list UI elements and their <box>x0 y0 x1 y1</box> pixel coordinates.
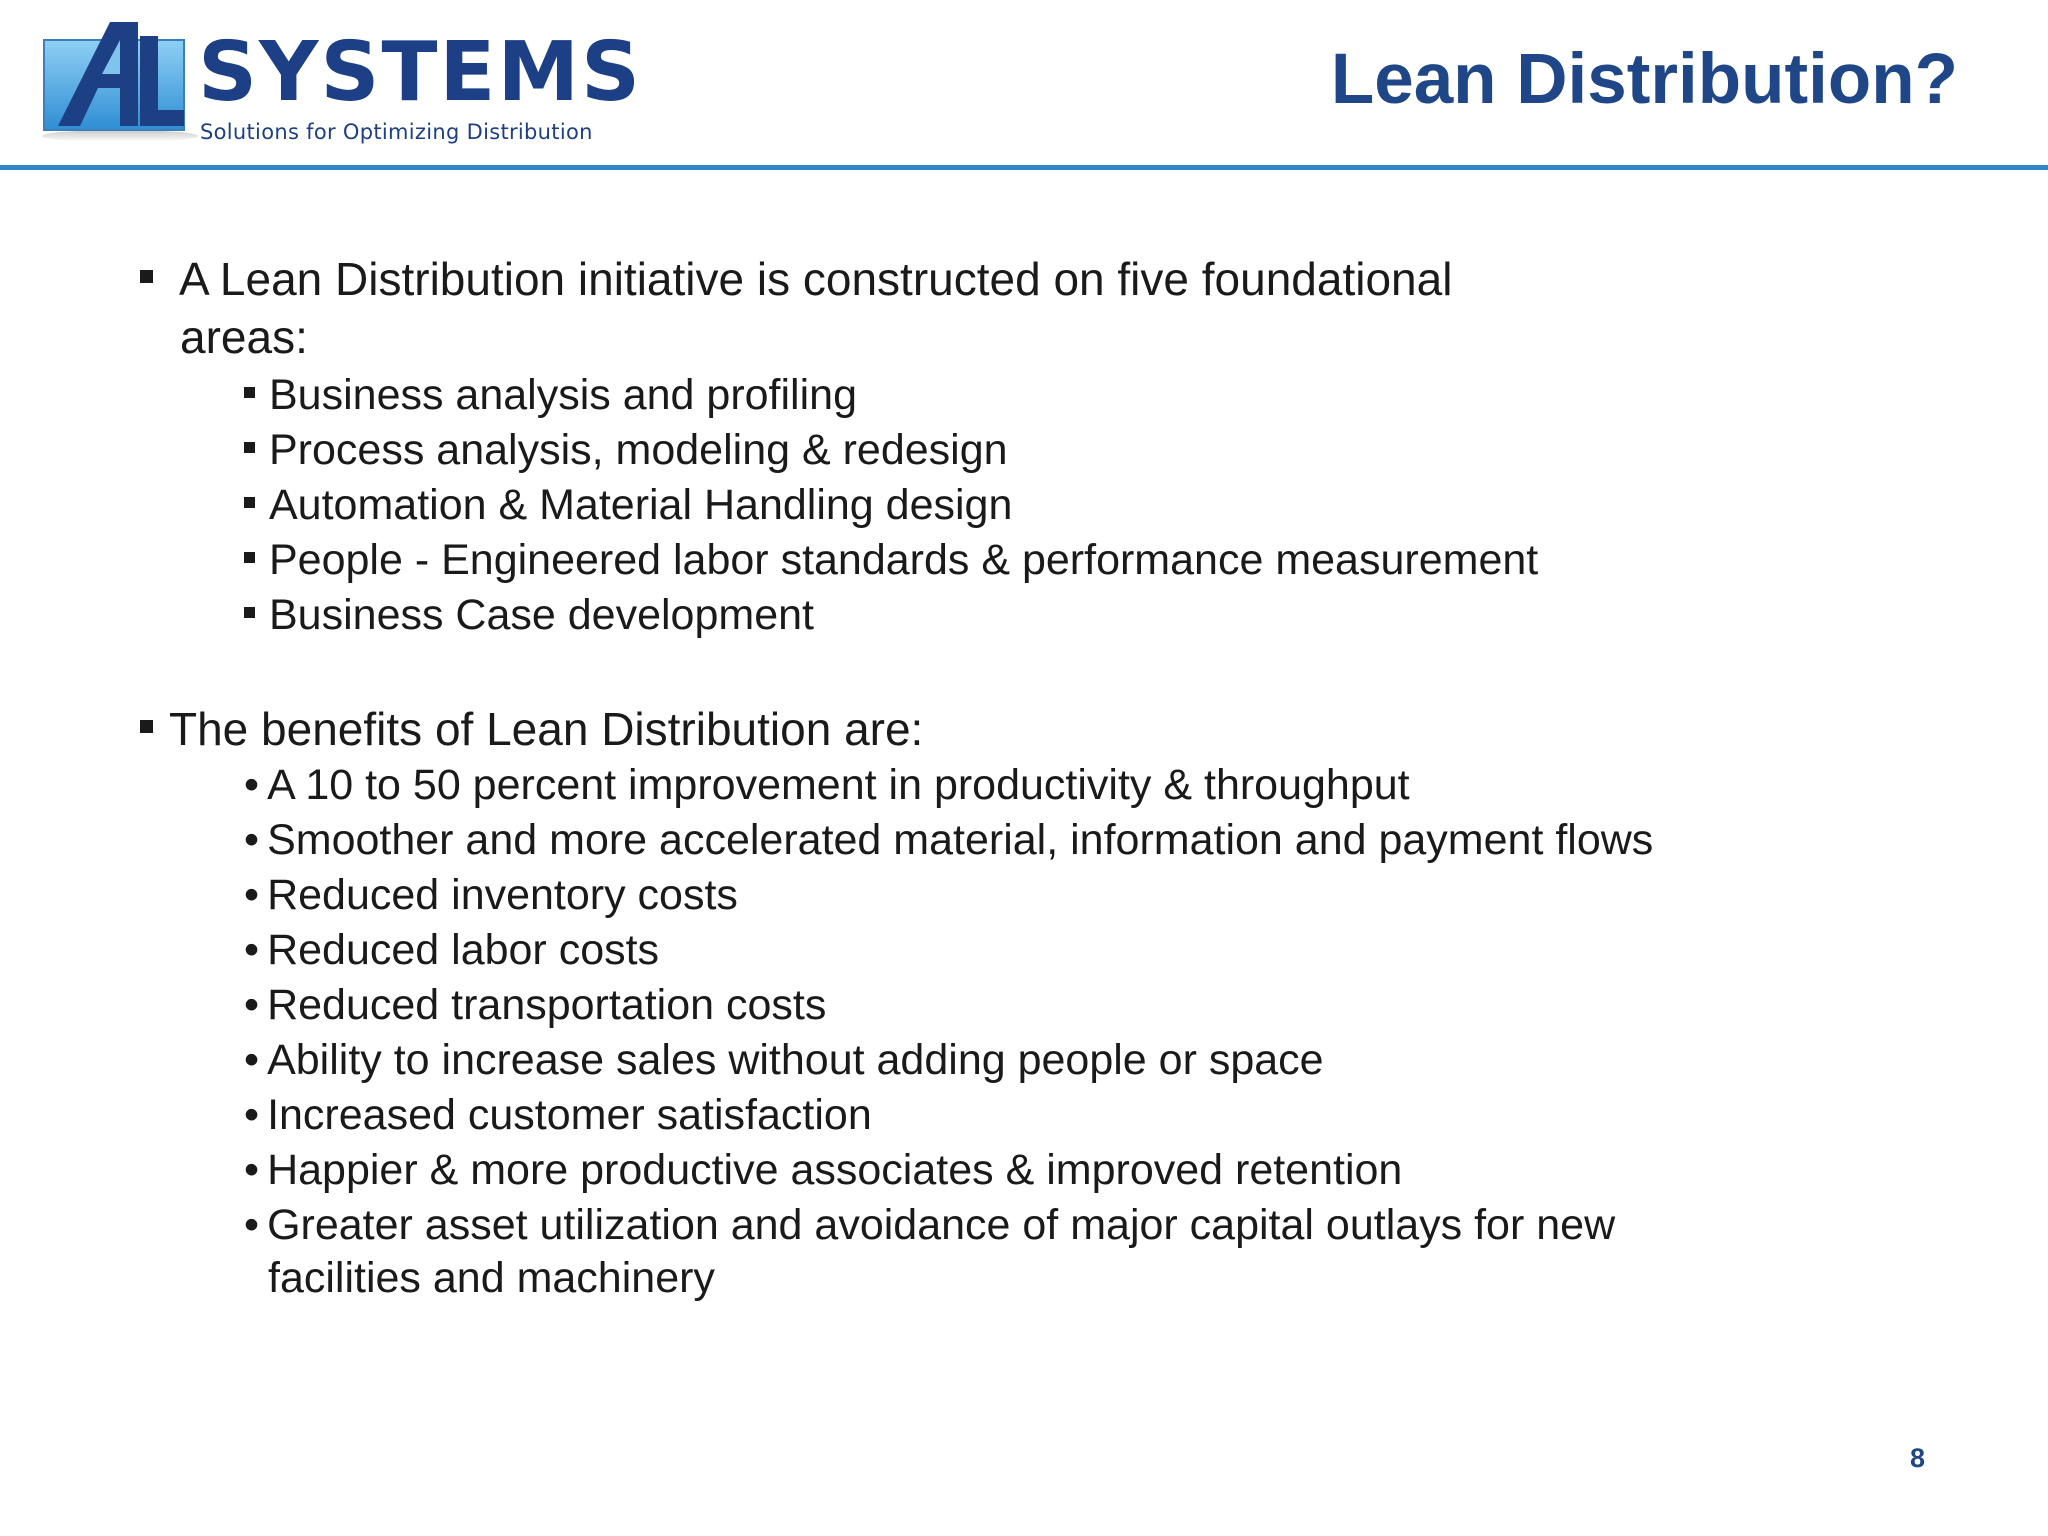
square-bullet-icon <box>244 552 255 563</box>
square-bullet-icon <box>244 497 255 508</box>
round-bullet-icon: • <box>244 1091 260 1139</box>
square-bullet-icon <box>244 442 255 453</box>
list-item-text: Increased customer satisfaction <box>267 1091 872 1139</box>
list-item <box>244 368 857 422</box>
list-item-continued: facilities and machinery <box>268 1254 715 1302</box>
list-item <box>244 423 1008 477</box>
list-item <box>244 758 1410 812</box>
list-item <box>244 533 1538 587</box>
list-item-text: Business Case development <box>269 591 814 639</box>
section1-lead-text: A Lean Distribution initiative is constructed on five foundational <box>179 253 1453 305</box>
round-bullet-icon: • <box>244 871 260 919</box>
list-item <box>244 868 738 922</box>
list-item-text: Ability to increase sales without adding people or space <box>267 1036 1324 1084</box>
list-item-text: Smoother and more accelerated material, information and payment flows <box>267 816 1654 864</box>
section2-lead-text: The benefits of Lean Distribution are: <box>169 703 924 755</box>
list-item <box>244 478 1012 532</box>
square-bullet-icon <box>244 607 255 618</box>
list-item <box>244 978 826 1032</box>
round-bullet-icon: • <box>244 1146 260 1194</box>
round-bullet-icon: • <box>244 816 260 864</box>
list-item <box>244 588 814 642</box>
logo-wordmark: SYSTEMS <box>198 25 643 120</box>
company-logo <box>22 14 643 154</box>
round-bullet-icon: • <box>244 1036 260 1084</box>
list-item <box>244 1033 1324 1087</box>
list-item-text: Business analysis and profiling <box>269 371 857 419</box>
list-item <box>244 1198 1615 1252</box>
section2-lead <box>140 700 923 758</box>
slide-title: Lean Distribution? <box>1330 40 1958 119</box>
list-item-text: People - Engineered labor standards & performance measurement <box>269 536 1539 584</box>
list-item <box>244 923 659 977</box>
section1-lead-continued: areas: <box>180 311 308 363</box>
round-bullet-icon: • <box>244 926 260 974</box>
square-bullet-icon <box>140 720 153 733</box>
square-bullet-icon <box>244 387 255 398</box>
section1-lead <box>140 250 1452 308</box>
page-number: 8 <box>1909 1443 1925 1473</box>
list-item <box>244 1088 872 1142</box>
list-item <box>244 813 1653 867</box>
list-item <box>244 1143 1402 1197</box>
list-item-text: Automation & Material Handling design <box>269 481 1013 529</box>
list-item-text: Happier & more productive associates & improved retention <box>267 1146 1403 1194</box>
logo-tagline: Solutions for Optimizing Distribution <box>200 120 593 144</box>
square-bullet-icon <box>140 270 153 283</box>
round-bullet-icon: • <box>244 761 260 809</box>
list-item-text: Reduced inventory costs <box>267 871 738 919</box>
round-bullet-icon: • <box>244 981 260 1029</box>
list-item-text: Reduced transportation costs <box>267 981 827 1029</box>
list-item-text: Process analysis, modeling & redesign <box>269 426 1008 474</box>
list-item-text: Greater asset utilization and avoidance of major capital outlays for new <box>267 1201 1616 1249</box>
al-logo-icon <box>40 18 200 143</box>
round-bullet-icon: • <box>244 1201 260 1249</box>
header-divider <box>0 165 2048 170</box>
list-item-text: A 10 to 50 percent improvement in productivity & throughput <box>267 761 1410 809</box>
list-item-text: Reduced labor costs <box>267 926 660 974</box>
